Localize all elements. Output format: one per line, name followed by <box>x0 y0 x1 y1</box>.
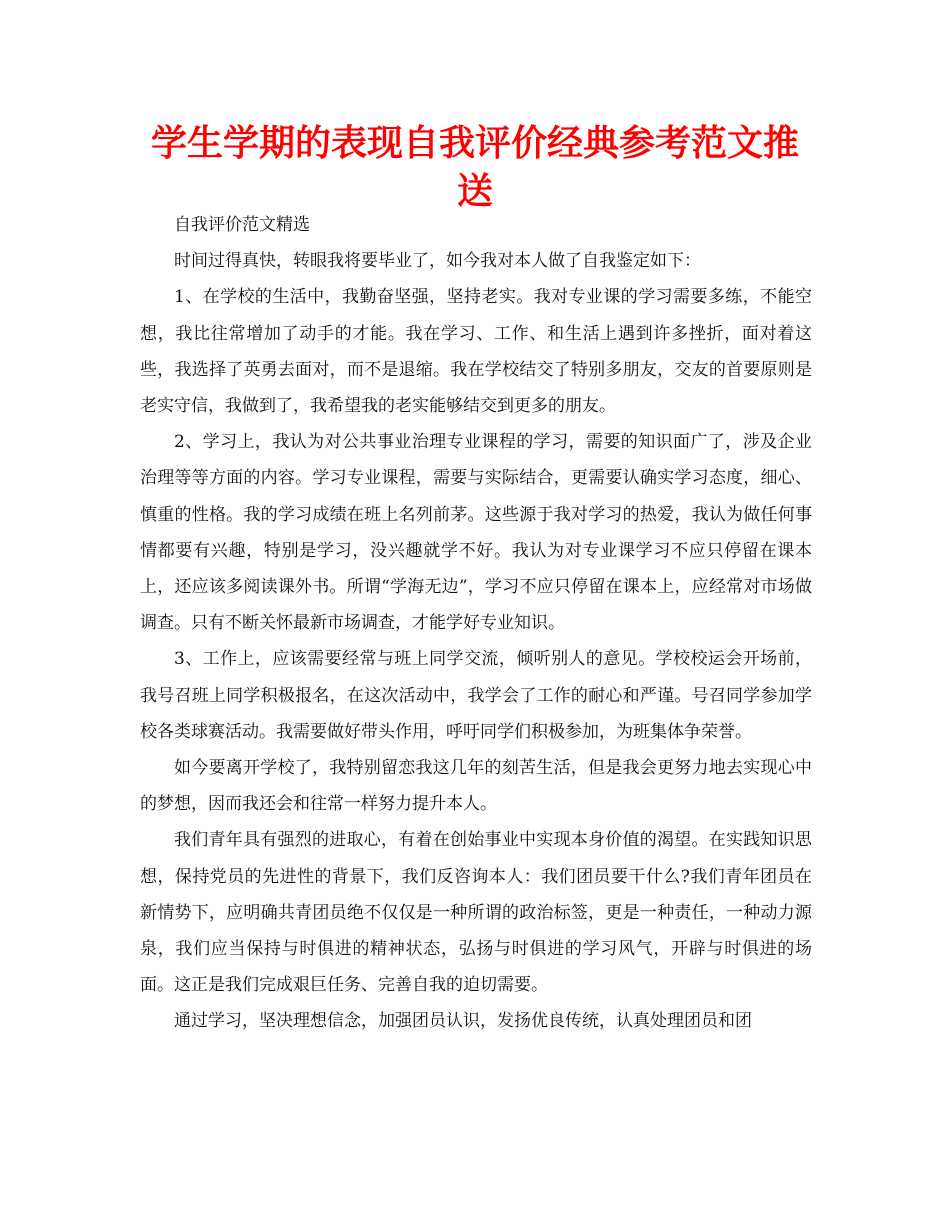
paragraph: 2、学习上，我认为对公共事业治理专业课程的学习，需要的知识面广了，涉及企业治理等等方面的内容。学习专业课程，需要与实际结合，更需要认确实学习态度，细心、慎重的性格。我的学习成绩在班上名列前茅。这些源于我对学习的热爱，我认为做任何事情都要有兴趣，特别是学习，没兴趣就学不好。我认为对专业课学习不应只停留在课本上，还应该多阅读课外书。所谓“学海无边”，学习不应只停留在课本上，应经常对市场做调查。只有不断关怀最新市场调查，才能学好专业知识。 <box>140 432 812 634</box>
paragraph: 通过学习，坚决理想信念，加强团员认识，发扬优良传统，认真处理团员和团 <box>174 1011 752 1032</box>
paragraph: 3、工作上，应该需要经常与班上同学交流，倾听别人的意见。学校校运会开场前，我号召班上同学积极报名，在这次活动中，我学会了工作的耐心和严谨。号召同学参加学校各类球赛活动。我需要做好带头作用，呼吁同学们积极参加，为班集体争荣誉。 <box>140 649 812 742</box>
paragraph: 自我评价范文精选 <box>174 215 310 235</box>
paragraph: 我们青年具有强烈的进取心，有着在创始事业中实现本身价值的渴望。在实践知识思想，保持党员的先进性的背景下，我们反咨询本人：我们团员要干什么?我们青年团员在新情势下，应明确共青团员绝不仅仅是一种所谓的政治标签，更是一种责任，一种动力源泉，我们应当保持与时俱进的精神状态，弘扬与时俱进的学习风气，开辟与时俱进的场面。这正是我们完成艰巨任务、完善自我的迫切需要。 <box>140 830 812 996</box>
paragraph: 时间过得真快，转眼我将要毕业了，如今我对本人做了自我鉴定如下： <box>174 251 701 272</box>
document-body <box>140 207 812 1040</box>
paragraph: 1、在学校的生活中，我勤奋坚强，坚持老实。我对专业课的学习需要多练，不能空想，我比往常增加了动手的才能。我在学习、工作、和生活上遇到许多挫折，面对着这些，我选择了英勇去面对，而不是退缩。我在学校结交了特别多朋友，交友的首要原则是老实守信，我做到了，我希望我的老实能够结交到更多的朋友。 <box>140 287 812 417</box>
paragraph: 如今要离开学校了，我特别留恋我这几年的刻苦生活，但是我会更努力地去实现心中的梦想，因而我还会和往常一样努力提升本人。 <box>140 758 812 815</box>
document-title: 学生学期的表现自我评价经典参考范文推送 <box>150 123 799 212</box>
